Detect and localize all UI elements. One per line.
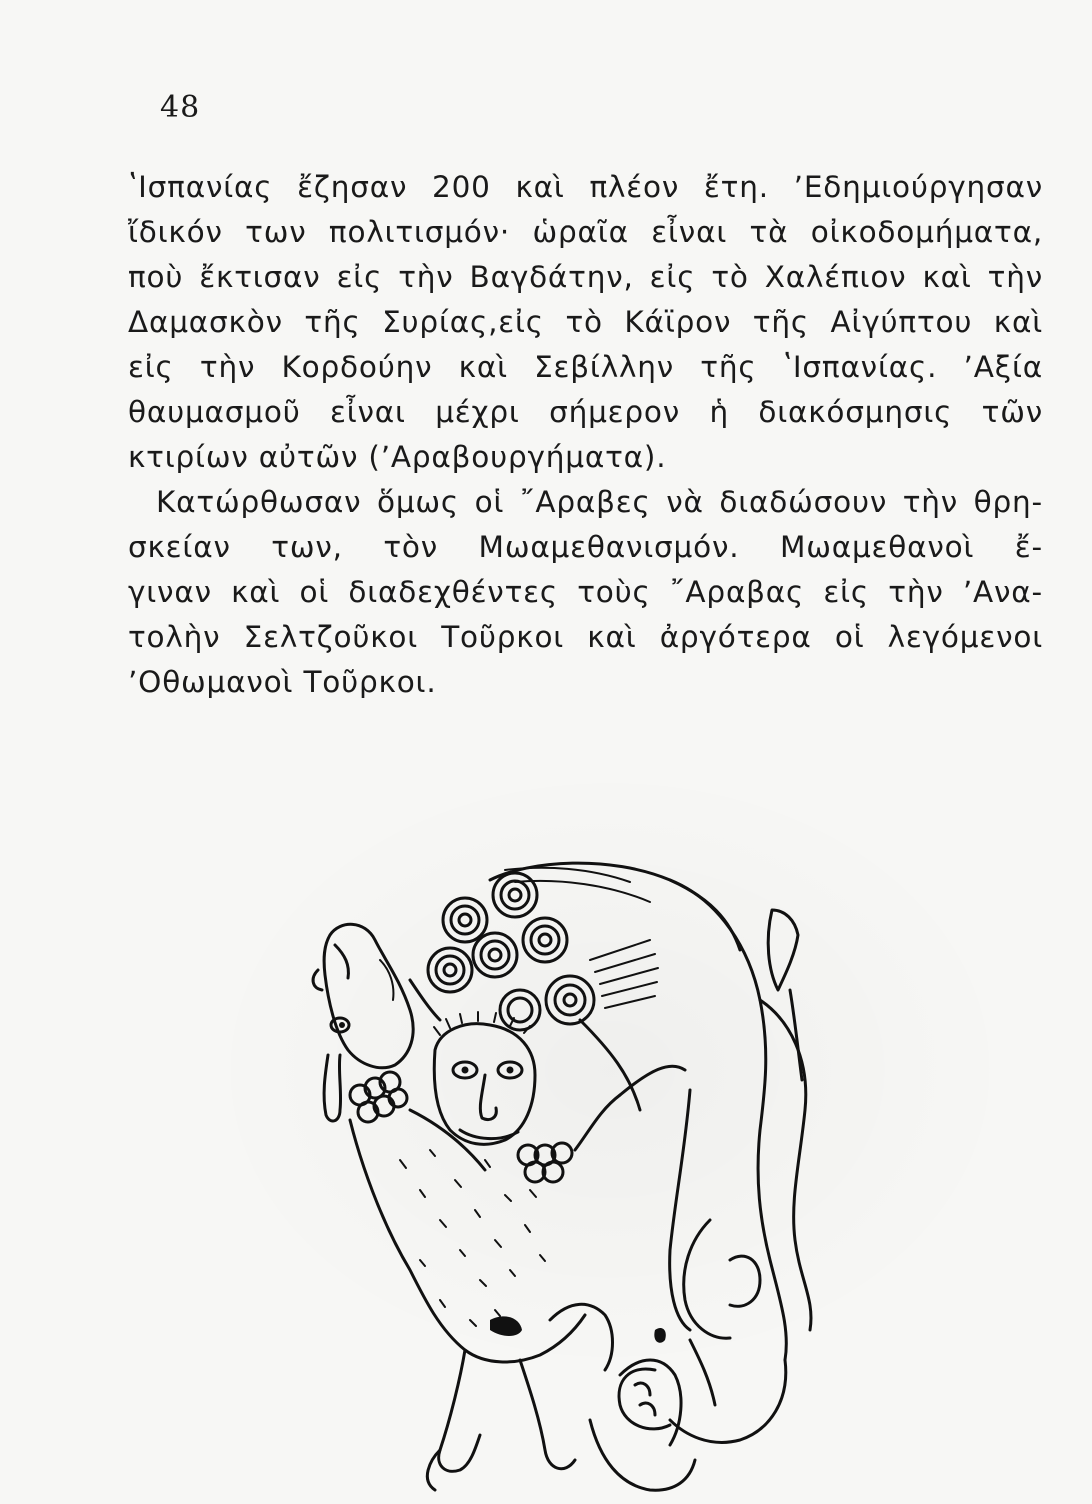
text-line: Δαμασκὸν τῆς Συρίας,εἰς τὸ Κάϊρον τῆς Αἰγύπτου καὶ (128, 305, 1043, 339)
lion-attacking-animal-drawing (290, 860, 1050, 1500)
text-line: κτιρίων αὐτῶν (ʼΑραβουργήματα). (128, 440, 667, 474)
body-text (128, 165, 1043, 705)
text-line: Κατώρθωσαν ὅμως οἱ ῎Αραβες νὰ διαδώσουν τὴν θρη- (156, 485, 1043, 519)
text-line: ʽΙσπανίας ἔζησαν 200 καὶ πλέον ἔτη. ʼΕδημιούργησαν (128, 170, 1043, 204)
text-line: ποὺ ἔκτισαν εἰς τὴν Βαγδάτην, εἰς τὸ Χαλέπιον καὶ τὴν (128, 260, 1043, 294)
lion-mane (410, 863, 740, 1030)
text-line: τολὴν Σελτζοῦκοι Τοῦρκοι καὶ ἀργότερα οἱ λεγόμενοι (128, 620, 1043, 654)
prey-body (350, 1110, 695, 1490)
lion-front-paw (518, 1095, 620, 1182)
prey-head (313, 924, 413, 1121)
lion-tail (760, 910, 811, 1330)
text-line: σκείαν των, τὸν Μωαμεθανισμόν. Μωαμεθανοὶ ἔ- (128, 530, 1043, 564)
prey-collar (350, 1072, 407, 1122)
page-number: 48 (160, 90, 201, 125)
text-line: θαυμασμοῦ εἶναι μέχρι σήμερον ἡ διακόσμησις τῶν (128, 395, 1043, 429)
text-line: ʼΟθωμανοὶ Τοῦρκοι. (128, 665, 437, 699)
lion-face (434, 1012, 535, 1144)
text-line: εἰς τὴν Κορδούην καὶ Σεβίλλην τῆς ʽΙσπανίας. ʼΑξία (128, 350, 1043, 384)
text-line: γιναν καὶ οἱ διαδεχθέντες τοὺς ῎Αραβας εἰς τὴν ʼΑνα- (128, 575, 1043, 609)
text-line: ἴδικόν των πολιτισμόν· ὡραῖα εἶναι τὰ οἰκοδομήματα, (128, 215, 1043, 249)
